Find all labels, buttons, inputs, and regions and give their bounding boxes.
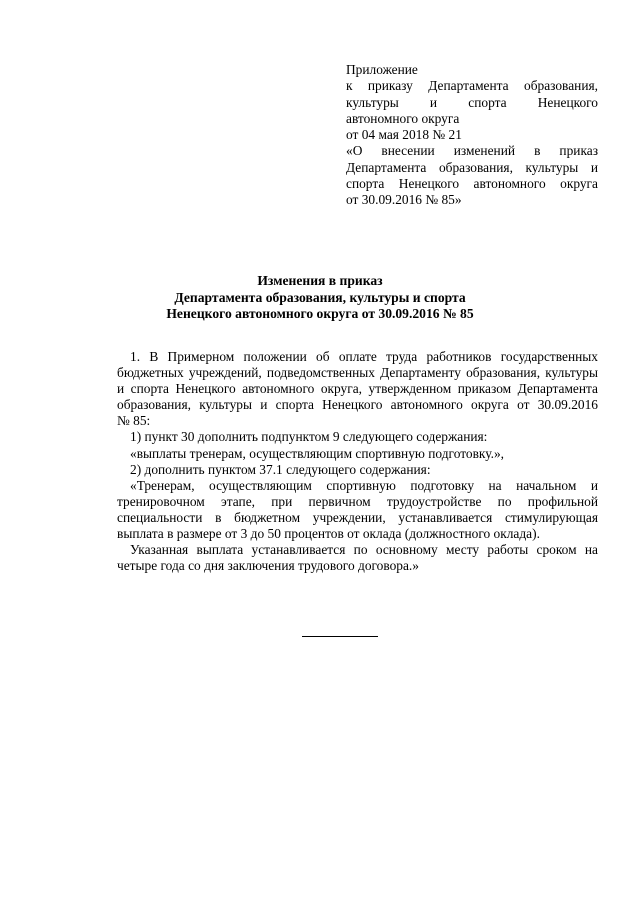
- text-line: № 85:: [117, 413, 151, 429]
- document-body: [117, 349, 598, 574]
- text-line: 1. В Примерном положении об оплате труда работников государственных: [130, 349, 598, 364]
- annex-line: спорта Ненецкого автономного округа: [346, 176, 598, 192]
- annex-line: автономного округа: [346, 110, 460, 126]
- text-line: бюджетных учреждений, подведомственных Департаменту образования, культуры: [117, 365, 598, 381]
- annex-line: к приказу Департамента образования,: [346, 78, 598, 94]
- title-line: Ненецкого автономного округа от 30.09.2016 № 85: [166, 306, 474, 321]
- annex-date: от 04 мая 2018 № 21: [346, 127, 462, 143]
- text-line: образования, культуры и спорта Ненецкого автономного округа от 30.09.2016: [117, 397, 598, 413]
- paragraph-2: [117, 478, 598, 542]
- annex-header: [346, 62, 598, 209]
- title-line: Департамента образования, культуры и спорта: [174, 289, 466, 305]
- paragraph-3: [117, 542, 598, 574]
- annex-line: от 30.09.2016 № 85»: [346, 192, 462, 208]
- title-line: Изменения в приказ: [257, 273, 383, 288]
- item-1: 1) пункт 30 дополнить подпунктом 9 следующего содержания:: [130, 429, 488, 445]
- closing-divider: [302, 636, 378, 637]
- text-line: четыре года со дня заключения трудового договора.»: [117, 558, 419, 574]
- annex-line: «О внесении изменений в приказ: [346, 143, 598, 159]
- item-1-content: «выплаты тренерам, осуществляющим спортивную подготовку.»,: [130, 445, 504, 461]
- text-line: выплата в размере от 3 до 50 процентов от оклада (должностного оклада).: [117, 526, 540, 542]
- annex-line: культуры и спорта Ненецкого: [346, 94, 598, 110]
- text-line: тренировочном этапе, при первичном трудоустройстве по профильной: [117, 493, 598, 509]
- annex-title: Приложение: [346, 62, 418, 77]
- text-line: и спорта Ненецкого автономного округа, утвержденном приказом Департамента: [117, 381, 598, 397]
- document-title: [120, 273, 520, 323]
- text-line: Указанная выплата устанавливается по основному месту работы сроком на: [130, 542, 598, 558]
- annex-line: Департамента образования, культуры и: [346, 159, 598, 175]
- paragraph-1: [117, 349, 598, 429]
- text-line: специальности в бюджетном учреждении, устанавливается стимулирующая: [117, 509, 598, 525]
- item-2: 2) дополнить пунктом 37.1 следующего содержания:: [130, 461, 431, 477]
- text-line: «Тренерам, осуществляющим спортивную подготовку на начальном и: [130, 477, 598, 493]
